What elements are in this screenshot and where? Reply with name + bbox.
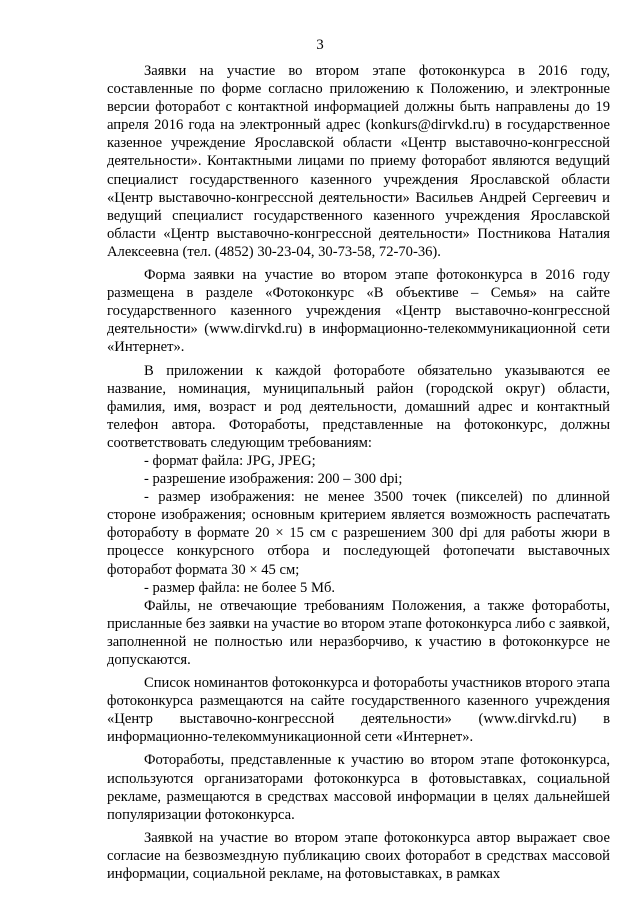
page-number: 3 [316,37,324,53]
paragraph-rejection-rules: Файлы, не отвечающие требованиям Положения, а также фотоработы, присланные без заявки на участие во втором этапе фотоконкурса либо с заявкой, заполненной не полностью или неразборчиво, к участию в фотоконкурсе не допускаются. [107,597,610,668]
requirement-image-size: - размер изображения: не менее 3500 точек (пикселей) по длинной стороне изображения; основным критерием является возможность распечатать фотоработу в формате 20 × 15 см с разрешением 300 dpi для работы жюри в процессе конкурсного отбора и последующей фотопечати выставочных фоторабот формата 30 × 45 см; [107,489,610,578]
paragraph-nominees-list: Список номинантов фотоконкурса и фотоработы участников второго этапа фотоконкурса размещаются на сайте государственного казенного учреждения «Центр выставочно-конгрессной деятельности» (www.dirvkd.ru) в информационно-телекоммуникационной сети «Интернет». [107,675,610,746]
requirement-file-size: - размер файла: не более 5 Мб. [144,579,336,596]
paragraph-submission: Заявки на участие во втором этапе фотоконкурса в 2016 году, составленные по форме согласно приложению к Положению, и электронные версии фоторабот с контактной информацией должны быть направлены до 19 апреля 2016 года на электронный адрес (konkurs@dirvkd.ru) в государственное казенное учреждение Ярославской области «Центр выставочно-конгрессной деятельности». Контактными лицами по приему фоторабот являются ведущий специалист государственного казенного учреждения Ярославской области «Центр выставочно-конгрессной деятельности» Васильев Андрей Сергеевич и ведущий специалист государственного казенного учреждения Ярославской области «Центр выставочно-конгрессной деятельности» Постникова Наталия Алексеевна (тел. (4852) 30-23-04, 30-73-58, 72-70-36). [107,63,610,260]
requirement-resolution: - разрешение изображения: 200 – 300 dpi; [144,471,403,488]
paragraph-author-consent: Заявкой на участие во втором этапе фотоконкурса автор выражает свое согласие на безвозмездную публикацию своих фоторабот в средствах массовой информации, социальной рекламе, на фотовыставках, в рамках [107,829,610,883]
requirement-file-format: - формат файла: JPG, JPEG; [144,452,316,469]
document-body [107,62,610,883]
paragraph-form-location: Форма заявки на участие во втором этапе фотоконкурса в 2016 году размещена в разделе «Фотоконкурс «В объективе – Семья» на сайте государственного казенного учреждения «Центр выставочно-конгрессной деятельности» (www.dirvkd.ru) в информационно-телекоммуникационной сети «Интернет». [107,267,610,356]
paragraph-attachment-requirements: В приложении к каждой фотоработе обязательно указываются ее название, номинация, муниципальный район (городской округ) области, фамилия, имя, возраст и род деятельности, домашний адрес и контактный телефон автора. Фотоработы, представленные на фотоконкурс, должны соответствовать следующим требованиям: [107,362,610,451]
paragraph-usage-of-works: Фотоработы, представленные к участию во втором этапе фотоконкурса, используются организаторами фотоконкурса в фотовыставках, социальной рекламе, размещаются в средствах массовой информации в целях дальнейшей популяризации фотоконкурса. [107,752,610,823]
